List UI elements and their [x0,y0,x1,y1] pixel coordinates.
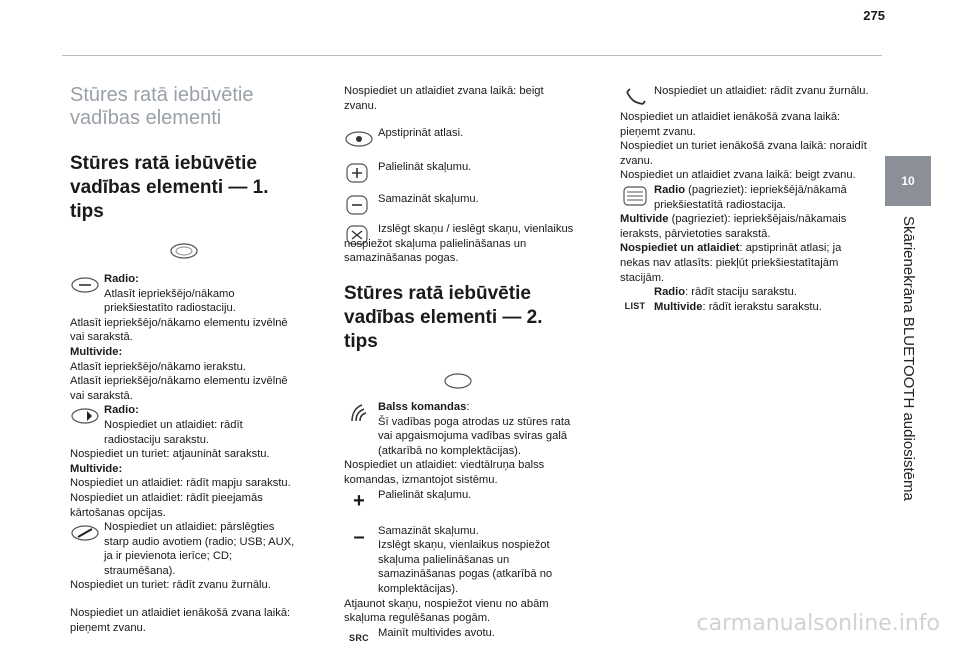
mute-desc: Izslēgt skaņu / ieslēgt skaņu, vienlaikus nospiežot skaļuma palielināšanas un samazināšanas pogas. [344,223,574,265]
source-row [70,520,302,578]
multivide-folder-desc: Nospiediet un atlaidiet: rādīt mapju sarakstu. [70,477,291,490]
column-3 [620,84,872,314]
volume-down-row [344,192,576,218]
watermark: carmanualsonline.info [696,611,940,636]
radio-label-2: Radio: [104,404,139,417]
multivide-desc-1: Atlasīt iepriekšējo/nākamo ierakstu. [70,360,246,373]
radio-prev-next-row [70,272,302,316]
page-number: 275 [863,8,885,23]
chapter-tab: 10 [885,156,931,206]
phone-row [620,84,872,110]
list-button-icon [70,403,100,429]
voice-desc-1: Šī vadības poga atrodas uz stūres rata vai apgaismojuma vadības sviras galā (atkarībā no komplektācijas). [378,415,571,457]
wheel-multi-label: Multivide [620,213,669,226]
scroll-wheel-icon [70,272,100,298]
list-row [620,285,872,314]
list-multi-desc: : rādīt ierakstu sarakstu. [702,300,822,313]
voice-label: Balss komandas [378,400,467,413]
call-log-desc: Nospiediet un turiet: rādīt zvanu žurnālu. [70,579,271,592]
steering-control-icon-2 [344,368,572,394]
minus-desc-1: Samazināt skaļumu. [378,524,479,537]
phone-desc-4: Nospiediet un atlaidiet zvana laikā: beigt zvanu. [620,169,856,182]
minus-desc-2: Izslēgt skaņu, vienlaikus nospiežot skaļuma palielināšanas un samazināšanas pogas (atkarībā no komplektācijas). [378,539,553,595]
radio-list-row [70,403,302,447]
radio-desc-1: Atlasīt iepriekšējo/nākamo priekšiestatīto radiostaciju. [104,287,236,315]
source-desc: Nospiediet un atlaidiet: pārslēgties starp audio avotiem (radio; USB; AUX, ja ir pievienota ierīce; CD; straumēšana). [104,521,295,577]
radio-label: Radio: [104,273,139,285]
subsection-title-type2: Stūres ratā iebūvētie vadības elementi — 2. tips [344,282,543,352]
confirm-button-icon [344,126,374,152]
voice-desc-2: Nospiediet un atlaidiet: viedtālruņa balss komandas, izmantojot sistēmu. [344,459,545,486]
src-button-icon [344,626,374,652]
plus-desc: Palielināt skaļumu. [378,488,472,501]
multivide-label: Multivide: [70,345,123,358]
thumbwheel-icon [620,183,650,209]
wheel-press-label: Nospiediet un atlaidiet [620,242,740,255]
column-2 [344,84,576,652]
wheel-multi-desc: (pagrieziet): iepriekšējais/nākamais ieraksts, pārvietoties sarakstā. [620,213,847,240]
minus-desc-3: Atjaunot skaņu, nospiežot vienu no abām skaļuma regulēšanas pogām. [344,597,549,625]
phone-desc-2: Nospiediet un atlaidiet ienākošā zvana laikā: pieņemt zvanu. [620,111,841,138]
plus-icon: + [353,489,365,512]
end-call-desc: Nospiediet un atlaidiet zvana laikā: beigt zvanu. [344,85,544,112]
wheel-radio-desc: (pagrieziet): iepriekšējā/nākamā priekšiestatītā radiostacija. [654,183,847,211]
src-desc: Mainīt multivides avotu. [378,626,495,639]
subsection-title-type1: Stūres ratā iebūvētie vadības elementi — 1. tips [70,153,269,222]
phone-desc-3: Nospiediet un turiet ienākošā zvana laikā: noraidīt zvanu. [620,140,867,167]
steering-control-icon [70,238,298,264]
incoming-call-desc: Nospiediet un atlaidiet ienākošā zvana laikā: pieņemt zvanu. [70,607,291,634]
wheel-radio-label: Radio [654,183,686,196]
list-multi-label: Multivide [654,300,703,313]
list-label: LIST [624,300,646,311]
list-radio-desc: : rādīt staciju sarakstu. [685,286,797,299]
wheel-row [620,183,872,212]
section-title: Stūres ratā iebūvētie vadības elementi [70,84,254,129]
minus-row [344,524,576,597]
volume-up-desc: Palielināt skaļumu. [378,161,472,174]
list-button-icon-2 [620,285,650,313]
voice-row: Balss komandas: Šī vadības poga atrodas uz stūres rata vai apgaismojuma vadības sviras galā (atkarībā no komplektācijas). [344,400,576,458]
voice-command-icon [344,400,374,426]
volume-down-icon [344,192,374,218]
header-rule [62,55,882,56]
volume-up-icon [344,160,374,186]
radio-list-desc: Nospiediet un atlaidiet: rādīt radiostaciju sarakstu. [104,418,243,446]
multivide-sort-desc: Nospiediet un atlaidiet: rādīt pieejamās kārtošanas opcijas. [70,491,263,519]
radio-update-desc: Nospiediet un turiet: atjaunināt sarakstu. [70,448,270,461]
source-button-icon [70,520,100,546]
column-1 [70,84,302,635]
radio-desc-2: Atlasīt iepriekšējo/nākamo elementu izvēlnē vai sarakstā. [70,316,288,344]
plus-row [344,488,576,514]
list-radio-label: Radio [654,286,686,299]
volume-down-desc: Samazināt skaļumu. [378,193,479,206]
phone-icon [620,84,650,110]
chapter-title: Skārienekrāna BLUETOOTH audiosistēma [900,216,917,501]
src-label: SRC [349,633,369,644]
minus-icon: – [353,525,365,548]
confirm-row [344,126,576,152]
multivide-desc-2: Atlasīt iepriekšējo/nākamo elementu izvēlnē vai sarakstā. [70,375,288,402]
confirm-desc: Apstiprināt atlasi. [378,127,464,140]
volume-up-row [344,160,576,186]
wheel-press-desc: : apstiprināt atlasi; ja nekas nav atlasīts: piekļūt priekšiestatītajām stacijām. [620,242,842,284]
multivide-label-2: Multivide: [70,462,123,475]
phone-desc-1: Nospiediet un atlaidiet: rādīt zvanu žurnālu. [654,85,869,97]
